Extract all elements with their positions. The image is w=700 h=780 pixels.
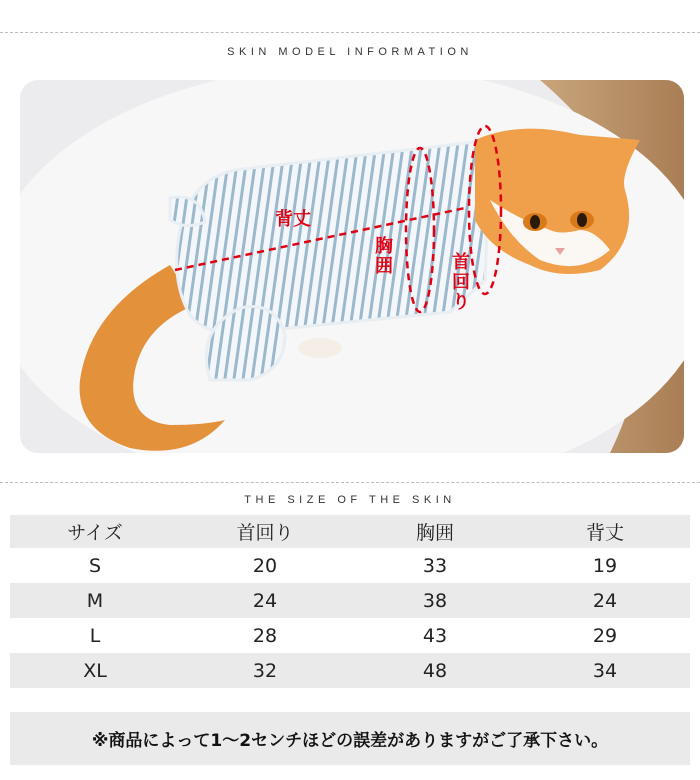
- table-row: [10, 583, 690, 618]
- size-table-header: [10, 515, 690, 548]
- col-back: 背丈: [520, 515, 690, 548]
- cell-back: 29: [592, 624, 618, 647]
- cell-size: L: [89, 624, 101, 647]
- table-row: [10, 653, 690, 688]
- middle-divider: [0, 482, 700, 483]
- model-info-title: SKIN MODEL INFORMATION: [227, 46, 473, 58]
- cell-back: 19: [592, 554, 618, 577]
- col-size: サイズ: [10, 515, 180, 548]
- label-chest: 胸囲: [375, 236, 393, 277]
- cat-illustration: [20, 80, 684, 453]
- cell-chest: 48: [350, 653, 520, 688]
- cell-back: 34: [520, 653, 690, 688]
- label-neck: 首回り: [452, 252, 470, 313]
- cell-size: XL: [10, 653, 180, 688]
- cell-back: 24: [520, 583, 690, 618]
- col-chest: 胸囲: [350, 515, 520, 548]
- cell-neck: 32: [180, 653, 350, 688]
- cell-chest: 33: [422, 554, 448, 577]
- top-divider: [0, 32, 700, 33]
- table-row: [10, 548, 690, 583]
- col-neck: 首回り: [180, 515, 350, 548]
- cell-size: S: [88, 554, 102, 577]
- cell-size: M: [10, 583, 180, 618]
- cell-neck: 20: [252, 554, 278, 577]
- table-row: [10, 618, 690, 653]
- label-back: 背丈: [275, 209, 311, 230]
- size-table: [10, 515, 690, 688]
- size-note: ※商品によって1〜2センチほどの誤差がありますがご了承下さい。: [10, 712, 690, 765]
- cell-neck: 24: [180, 583, 350, 618]
- cell-chest: 38: [350, 583, 520, 618]
- cell-neck: 28: [252, 624, 278, 647]
- cell-chest: 43: [422, 624, 448, 647]
- size-title: THE SIZE OF THE SKIN: [244, 494, 456, 506]
- cat-photo: [20, 80, 684, 453]
